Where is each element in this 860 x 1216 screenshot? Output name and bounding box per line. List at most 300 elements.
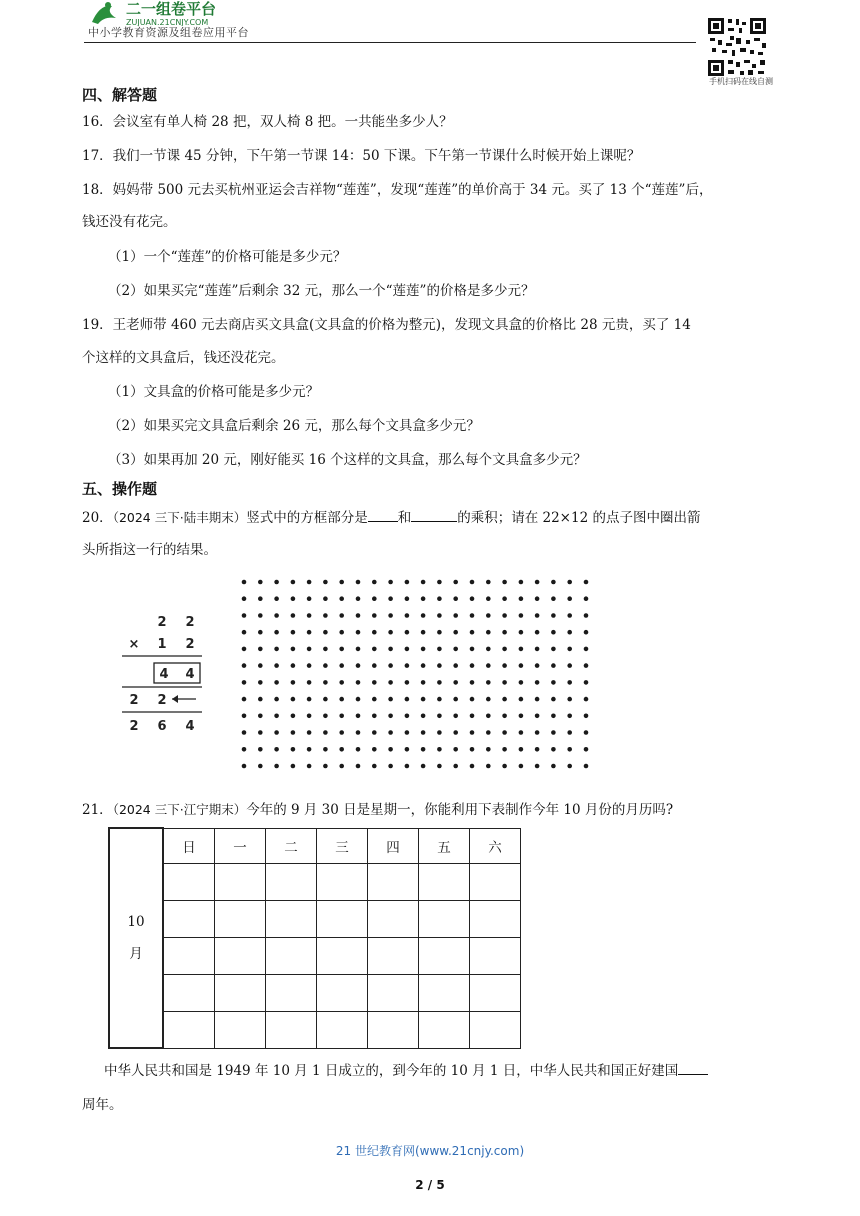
grid-dot[interactable] (519, 580, 524, 585)
grid-dot[interactable] (242, 714, 247, 719)
grid-dot[interactable] (307, 714, 312, 719)
grid-dot[interactable] (502, 580, 507, 585)
calendar-cell[interactable] (470, 863, 521, 900)
grid-dot[interactable] (453, 663, 458, 668)
grid-dot[interactable] (291, 747, 296, 752)
grid-dot[interactable] (258, 596, 263, 601)
grid-dot[interactable] (584, 730, 589, 735)
grid-dot[interactable] (356, 747, 361, 752)
grid-dot[interactable] (307, 613, 312, 618)
calendar-cell[interactable] (215, 863, 266, 900)
grid-dot[interactable] (291, 730, 296, 735)
grid-dot[interactable] (584, 680, 589, 685)
calendar-cell[interactable] (368, 900, 419, 937)
grid-dot[interactable] (372, 630, 377, 635)
grid-dot[interactable] (502, 647, 507, 652)
grid-dot[interactable] (551, 596, 556, 601)
grid-dot[interactable] (258, 580, 263, 585)
grid-dot[interactable] (453, 764, 458, 769)
grid-dot[interactable] (502, 613, 507, 618)
grid-dot[interactable] (437, 730, 442, 735)
grid-dot[interactable] (307, 680, 312, 685)
grid-dot[interactable] (519, 730, 524, 735)
grid-dot[interactable] (291, 663, 296, 668)
grid-dot[interactable] (421, 663, 426, 668)
grid-dot[interactable] (519, 613, 524, 618)
grid-dot[interactable] (470, 680, 475, 685)
grid-dot[interactable] (584, 580, 589, 585)
grid-dot[interactable] (470, 613, 475, 618)
calendar-cell[interactable] (163, 1011, 215, 1048)
grid-dot[interactable] (323, 580, 328, 585)
grid-dot[interactable] (274, 596, 279, 601)
grid-dot[interactable] (405, 764, 410, 769)
grid-dot[interactable] (551, 714, 556, 719)
grid-dot[interactable] (502, 697, 507, 702)
grid-dot[interactable] (519, 596, 524, 601)
calendar-cell[interactable] (215, 900, 266, 937)
grid-dot[interactable] (437, 630, 442, 635)
grid-dot[interactable] (453, 580, 458, 585)
grid-dot[interactable] (567, 680, 572, 685)
grid-dot[interactable] (535, 697, 540, 702)
grid-dot[interactable] (291, 697, 296, 702)
grid-dot[interactable] (323, 730, 328, 735)
grid-dot[interactable] (258, 647, 263, 652)
calendar-cell[interactable] (163, 937, 215, 974)
grid-dot[interactable] (291, 714, 296, 719)
grid-dot[interactable] (551, 580, 556, 585)
footer-link[interactable]: 21 世纪教育网(www.21cnjy.com) (335, 1144, 525, 1158)
grid-dot[interactable] (486, 714, 491, 719)
grid-dot[interactable] (437, 580, 442, 585)
grid-dot[interactable] (567, 697, 572, 702)
grid-dot[interactable] (291, 596, 296, 601)
grid-dot[interactable] (519, 663, 524, 668)
dot-grid[interactable] (232, 572, 598, 776)
grid-dot[interactable] (258, 730, 263, 735)
calendar-cell[interactable] (470, 937, 521, 974)
grid-dot[interactable] (584, 764, 589, 769)
calendar-cell[interactable] (317, 937, 368, 974)
grid-dot[interactable] (486, 764, 491, 769)
grid-dot[interactable] (584, 647, 589, 652)
grid-dot[interactable] (388, 630, 393, 635)
grid-dot[interactable] (535, 764, 540, 769)
grid-dot[interactable] (470, 714, 475, 719)
grid-dot[interactable] (453, 680, 458, 685)
calendar-cell[interactable] (266, 1011, 317, 1048)
grid-dot[interactable] (388, 764, 393, 769)
answer-blank-3[interactable] (678, 1060, 708, 1075)
grid-dot[interactable] (502, 747, 507, 752)
grid-dot[interactable] (339, 630, 344, 635)
grid-dot[interactable] (453, 630, 458, 635)
grid-dot[interactable] (567, 663, 572, 668)
grid-dot[interactable] (519, 647, 524, 652)
calendar-cell[interactable] (470, 900, 521, 937)
grid-dot[interactable] (502, 680, 507, 685)
grid-dot[interactable] (453, 613, 458, 618)
grid-dot[interactable] (356, 680, 361, 685)
grid-dot[interactable] (421, 747, 426, 752)
calendar-cell[interactable] (266, 937, 317, 974)
grid-dot[interactable] (388, 714, 393, 719)
grid-dot[interactable] (356, 663, 361, 668)
grid-dot[interactable] (356, 630, 361, 635)
grid-dot[interactable] (486, 647, 491, 652)
grid-dot[interactable] (274, 663, 279, 668)
grid-dot[interactable] (405, 680, 410, 685)
calendar-cell[interactable] (317, 1011, 368, 1048)
grid-dot[interactable] (388, 663, 393, 668)
grid-dot[interactable] (388, 580, 393, 585)
answer-blank-2[interactable] (411, 507, 457, 522)
grid-dot[interactable] (356, 647, 361, 652)
grid-dot[interactable] (372, 596, 377, 601)
grid-dot[interactable] (274, 730, 279, 735)
grid-dot[interactable] (470, 647, 475, 652)
grid-dot[interactable] (470, 764, 475, 769)
grid-dot[interactable] (584, 613, 589, 618)
grid-dot[interactable] (486, 697, 491, 702)
grid-dot[interactable] (551, 747, 556, 752)
grid-dot[interactable] (323, 647, 328, 652)
grid-dot[interactable] (258, 747, 263, 752)
grid-dot[interactable] (242, 680, 247, 685)
grid-dot[interactable] (519, 630, 524, 635)
grid-dot[interactable] (453, 730, 458, 735)
grid-dot[interactable] (502, 714, 507, 719)
grid-dot[interactable] (405, 613, 410, 618)
grid-dot[interactable] (372, 580, 377, 585)
grid-dot[interactable] (307, 764, 312, 769)
grid-dot[interactable] (584, 630, 589, 635)
grid-dot[interactable] (258, 764, 263, 769)
grid-dot[interactable] (567, 714, 572, 719)
grid-dot[interactable] (551, 697, 556, 702)
grid-dot[interactable] (323, 680, 328, 685)
grid-dot[interactable] (584, 596, 589, 601)
grid-dot[interactable] (372, 663, 377, 668)
grid-dot[interactable] (421, 730, 426, 735)
grid-dot[interactable] (551, 613, 556, 618)
grid-dot[interactable] (339, 697, 344, 702)
grid-dot[interactable] (242, 747, 247, 752)
grid-dot[interactable] (291, 613, 296, 618)
calendar-cell[interactable] (266, 900, 317, 937)
grid-dot[interactable] (437, 663, 442, 668)
grid-dot[interactable] (421, 613, 426, 618)
grid-dot[interactable] (307, 630, 312, 635)
grid-dot[interactable] (339, 714, 344, 719)
grid-dot[interactable] (535, 680, 540, 685)
grid-dot[interactable] (242, 613, 247, 618)
grid-dot[interactable] (388, 613, 393, 618)
grid-dot[interactable] (307, 747, 312, 752)
grid-dot[interactable] (258, 630, 263, 635)
calendar-cell[interactable] (419, 974, 470, 1011)
grid-dot[interactable] (339, 613, 344, 618)
grid-dot[interactable] (291, 680, 296, 685)
grid-dot[interactable] (323, 596, 328, 601)
grid-dot[interactable] (453, 596, 458, 601)
grid-dot[interactable] (421, 697, 426, 702)
grid-dot[interactable] (242, 663, 247, 668)
grid-dot[interactable] (405, 747, 410, 752)
grid-dot[interactable] (388, 596, 393, 601)
grid-dot[interactable] (307, 730, 312, 735)
grid-dot[interactable] (486, 596, 491, 601)
grid-dot[interactable] (258, 663, 263, 668)
calendar-cell[interactable] (317, 974, 368, 1011)
grid-dot[interactable] (388, 697, 393, 702)
grid-dot[interactable] (535, 647, 540, 652)
grid-dot[interactable] (388, 647, 393, 652)
grid-dot[interactable] (356, 580, 361, 585)
grid-dot[interactable] (437, 747, 442, 752)
calendar-cell[interactable] (215, 1011, 266, 1048)
grid-dot[interactable] (323, 613, 328, 618)
grid-dot[interactable] (405, 697, 410, 702)
grid-dot[interactable] (242, 764, 247, 769)
grid-dot[interactable] (258, 613, 263, 618)
grid-dot[interactable] (437, 680, 442, 685)
grid-dot[interactable] (551, 647, 556, 652)
grid-dot[interactable] (274, 630, 279, 635)
grid-dot[interactable] (258, 697, 263, 702)
grid-dot[interactable] (567, 764, 572, 769)
grid-dot[interactable] (535, 630, 540, 635)
calendar-cell[interactable] (419, 900, 470, 937)
grid-dot[interactable] (486, 580, 491, 585)
grid-dot[interactable] (502, 730, 507, 735)
grid-dot[interactable] (567, 747, 572, 752)
grid-dot[interactable] (567, 730, 572, 735)
grid-dot[interactable] (453, 647, 458, 652)
grid-dot[interactable] (274, 647, 279, 652)
grid-dot[interactable] (323, 764, 328, 769)
grid-dot[interactable] (502, 596, 507, 601)
grid-dot[interactable] (502, 764, 507, 769)
grid-dot[interactable] (421, 714, 426, 719)
grid-dot[interactable] (356, 613, 361, 618)
grid-dot[interactable] (551, 630, 556, 635)
grid-dot[interactable] (486, 630, 491, 635)
grid-dot[interactable] (437, 596, 442, 601)
grid-dot[interactable] (470, 580, 475, 585)
grid-dot[interactable] (519, 697, 524, 702)
grid-dot[interactable] (535, 663, 540, 668)
calendar-cell[interactable] (163, 900, 215, 937)
grid-dot[interactable] (470, 697, 475, 702)
grid-dot[interactable] (339, 764, 344, 769)
grid-dot[interactable] (307, 580, 312, 585)
grid-dot[interactable] (535, 596, 540, 601)
grid-dot[interactable] (584, 747, 589, 752)
grid-dot[interactable] (470, 630, 475, 635)
grid-dot[interactable] (405, 663, 410, 668)
grid-dot[interactable] (307, 663, 312, 668)
grid-dot[interactable] (274, 714, 279, 719)
grid-dot[interactable] (242, 630, 247, 635)
calendar-cell[interactable] (163, 863, 215, 900)
grid-dot[interactable] (323, 663, 328, 668)
grid-dot[interactable] (242, 647, 247, 652)
grid-dot[interactable] (437, 764, 442, 769)
calendar-cell[interactable] (368, 863, 419, 900)
grid-dot[interactable] (356, 730, 361, 735)
grid-dot[interactable] (372, 613, 377, 618)
grid-dot[interactable] (339, 580, 344, 585)
grid-dot[interactable] (519, 764, 524, 769)
grid-dot[interactable] (551, 730, 556, 735)
grid-dot[interactable] (242, 730, 247, 735)
calendar-cell[interactable] (470, 1011, 521, 1048)
grid-dot[interactable] (535, 730, 540, 735)
grid-dot[interactable] (453, 714, 458, 719)
calendar-cell[interactable] (419, 863, 470, 900)
calendar-cell[interactable] (317, 863, 368, 900)
grid-dot[interactable] (405, 714, 410, 719)
grid-dot[interactable] (274, 764, 279, 769)
grid-dot[interactable] (437, 697, 442, 702)
grid-dot[interactable] (242, 596, 247, 601)
calendar-cell[interactable] (368, 974, 419, 1011)
grid-dot[interactable] (339, 747, 344, 752)
grid-dot[interactable] (535, 613, 540, 618)
grid-dot[interactable] (453, 747, 458, 752)
grid-dot[interactable] (339, 680, 344, 685)
calendar-cell[interactable] (215, 937, 266, 974)
grid-dot[interactable] (356, 596, 361, 601)
grid-dot[interactable] (519, 680, 524, 685)
answer-blank-1[interactable] (368, 507, 398, 522)
grid-dot[interactable] (405, 647, 410, 652)
grid-dot[interactable] (274, 580, 279, 585)
grid-dot[interactable] (388, 730, 393, 735)
grid-dot[interactable] (323, 747, 328, 752)
grid-dot[interactable] (291, 764, 296, 769)
calendar-cell[interactable] (163, 974, 215, 1011)
grid-dot[interactable] (372, 697, 377, 702)
grid-dot[interactable] (388, 747, 393, 752)
grid-dot[interactable] (437, 613, 442, 618)
grid-dot[interactable] (372, 680, 377, 685)
calendar-cell[interactable] (317, 900, 368, 937)
grid-dot[interactable] (486, 730, 491, 735)
grid-dot[interactable] (437, 647, 442, 652)
calendar-cell[interactable] (470, 974, 521, 1011)
grid-dot[interactable] (372, 747, 377, 752)
grid-dot[interactable] (502, 630, 507, 635)
grid-dot[interactable] (323, 697, 328, 702)
grid-dot[interactable] (307, 596, 312, 601)
grid-dot[interactable] (274, 613, 279, 618)
grid-dot[interactable] (567, 613, 572, 618)
calendar-cell[interactable] (368, 1011, 419, 1048)
grid-dot[interactable] (567, 580, 572, 585)
grid-dot[interactable] (372, 647, 377, 652)
grid-dot[interactable] (339, 596, 344, 601)
grid-dot[interactable] (258, 680, 263, 685)
grid-dot[interactable] (274, 680, 279, 685)
grid-dot[interactable] (584, 697, 589, 702)
grid-dot[interactable] (551, 764, 556, 769)
grid-dot[interactable] (372, 764, 377, 769)
grid-dot[interactable] (584, 714, 589, 719)
grid-dot[interactable] (274, 747, 279, 752)
grid-dot[interactable] (291, 647, 296, 652)
grid-dot[interactable] (421, 630, 426, 635)
grid-dot[interactable] (339, 647, 344, 652)
grid-dot[interactable] (421, 647, 426, 652)
grid-dot[interactable] (567, 596, 572, 601)
grid-dot[interactable] (470, 730, 475, 735)
grid-dot[interactable] (421, 680, 426, 685)
grid-dot[interactable] (356, 764, 361, 769)
grid-dot[interactable] (339, 663, 344, 668)
grid-dot[interactable] (486, 747, 491, 752)
grid-dot[interactable] (372, 730, 377, 735)
grid-dot[interactable] (372, 714, 377, 719)
grid-dot[interactable] (291, 630, 296, 635)
grid-dot[interactable] (339, 730, 344, 735)
grid-dot[interactable] (405, 596, 410, 601)
grid-dot[interactable] (519, 714, 524, 719)
grid-dot[interactable] (242, 697, 247, 702)
grid-dot[interactable] (323, 630, 328, 635)
grid-dot[interactable] (388, 680, 393, 685)
grid-dot[interactable] (307, 647, 312, 652)
grid-dot[interactable] (307, 697, 312, 702)
grid-dot[interactable] (567, 647, 572, 652)
grid-dot[interactable] (421, 764, 426, 769)
grid-dot[interactable] (502, 663, 507, 668)
grid-dot[interactable] (535, 580, 540, 585)
grid-dot[interactable] (356, 714, 361, 719)
calendar-cell[interactable] (215, 974, 266, 1011)
grid-dot[interactable] (584, 663, 589, 668)
grid-dot[interactable] (551, 680, 556, 685)
grid-dot[interactable] (453, 697, 458, 702)
grid-dot[interactable] (405, 630, 410, 635)
grid-dot[interactable] (242, 580, 247, 585)
grid-dot[interactable] (486, 680, 491, 685)
grid-dot[interactable] (519, 747, 524, 752)
calendar-cell[interactable] (266, 863, 317, 900)
grid-dot[interactable] (356, 697, 361, 702)
grid-dot[interactable] (470, 596, 475, 601)
grid-dot[interactable] (486, 613, 491, 618)
calendar-cell[interactable] (419, 1011, 470, 1048)
grid-dot[interactable] (535, 747, 540, 752)
grid-dot[interactable] (421, 596, 426, 601)
grid-dot[interactable] (323, 714, 328, 719)
grid-dot[interactable] (274, 697, 279, 702)
grid-dot[interactable] (437, 714, 442, 719)
grid-dot[interactable] (486, 663, 491, 668)
grid-dot[interactable] (535, 714, 540, 719)
calendar-cell[interactable] (266, 974, 317, 1011)
grid-dot[interactable] (567, 630, 572, 635)
grid-dot[interactable] (405, 730, 410, 735)
grid-dot[interactable] (551, 663, 556, 668)
grid-dot[interactable] (421, 580, 426, 585)
grid-dot[interactable] (258, 714, 263, 719)
grid-dot[interactable] (470, 747, 475, 752)
grid-dot[interactable] (405, 580, 410, 585)
